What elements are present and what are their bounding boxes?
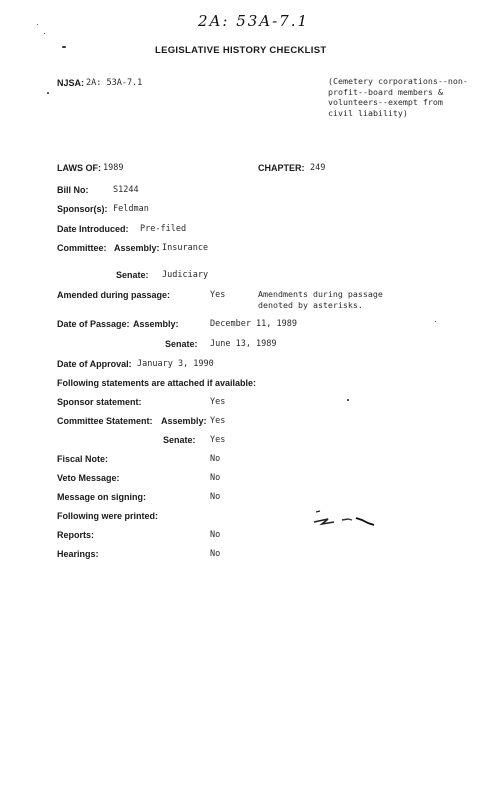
amended-label: Amended during passage: xyxy=(57,290,171,300)
fiscal-note-label: Fiscal Note: xyxy=(57,454,109,464)
committee-statement-assembly-label: Assembly: xyxy=(161,416,207,426)
chapter-label: CHAPTER: xyxy=(258,163,305,173)
committee-senate-label: Senate: xyxy=(116,270,149,280)
chapter-value: 249 xyxy=(310,163,326,173)
amended-value: Yes xyxy=(210,290,226,300)
reports-label: Reports: xyxy=(57,530,95,540)
committee-statement-senate-value: Yes xyxy=(210,435,226,445)
date-of-approval-value: January 3, 1990 xyxy=(137,359,214,369)
laws-of-label: LAWS OF: xyxy=(57,163,101,173)
amended-note: Amendments during passage denoted by asterisks. xyxy=(258,289,383,310)
scribble-mark xyxy=(312,500,376,530)
reports-value: No xyxy=(210,530,221,540)
passage-assembly-value: December 11, 1989 xyxy=(210,319,297,329)
sponsor-statement-value: Yes xyxy=(210,397,226,407)
date-introduced-value: Pre-filed xyxy=(140,224,187,234)
committee-label: Committee: xyxy=(57,243,107,253)
bill-no-value: S1244 xyxy=(113,185,139,195)
njsa-label: NJSA: xyxy=(57,78,85,88)
scan-speck xyxy=(62,46,66,48)
committee-statement-assembly-value: Yes xyxy=(210,416,226,426)
scan-speck xyxy=(435,321,436,322)
sponsor-statement-label: Sponsor statement: xyxy=(57,397,142,407)
handwritten-citation: 2A: 53A-7.1 xyxy=(198,12,310,30)
committee-statement-label: Committee Statement: xyxy=(57,416,153,426)
scan-speck xyxy=(347,399,349,401)
sponsor-value: Feldman xyxy=(113,204,149,214)
laws-of-value: 1989 xyxy=(103,163,124,173)
scan-speck xyxy=(47,92,49,94)
date-of-approval-label: Date of Approval: xyxy=(57,359,132,369)
message-on-signing-value: No xyxy=(210,492,221,502)
veto-message-value: No xyxy=(210,473,221,483)
scan-speck xyxy=(37,24,38,25)
date-introduced-label: Date Introduced: xyxy=(57,224,129,234)
njsa-description: (Cemetery corporations--non-profit--board members & volunteers--exempt from civil liability) xyxy=(328,76,468,118)
hearings-label: Hearings: xyxy=(57,549,99,559)
scan-speck xyxy=(44,33,45,34)
veto-message-label: Veto Message: xyxy=(57,473,120,483)
message-on-signing-label: Message on signing: xyxy=(57,492,147,502)
attached-statements-heading: Following statements are attached if available: xyxy=(57,378,257,388)
date-of-passage-label: Date of Passage: xyxy=(57,319,130,329)
committee-assembly-value: Insurance xyxy=(162,243,209,253)
printed-heading: Following were printed: xyxy=(57,511,158,521)
bill-no-label: Bill No: xyxy=(57,185,89,195)
njsa-value: 2A: 53A-7.1 xyxy=(86,78,143,88)
hearings-value: No xyxy=(210,549,221,559)
fiscal-note-value: No xyxy=(210,454,221,464)
committee-statement-senate-label: Senate: xyxy=(163,435,196,445)
passage-assembly-label: Assembly: xyxy=(133,319,179,329)
passage-senate-value: June 13, 1989 xyxy=(210,339,277,349)
committee-assembly-label: Assembly: xyxy=(114,243,160,253)
sponsor-label: Sponsor(s): xyxy=(57,204,108,214)
committee-senate-value: Judiciary xyxy=(162,270,209,280)
page-title: LEGISLATIVE HISTORY CHECKLIST xyxy=(155,45,327,56)
passage-senate-label: Senate: xyxy=(165,339,198,349)
